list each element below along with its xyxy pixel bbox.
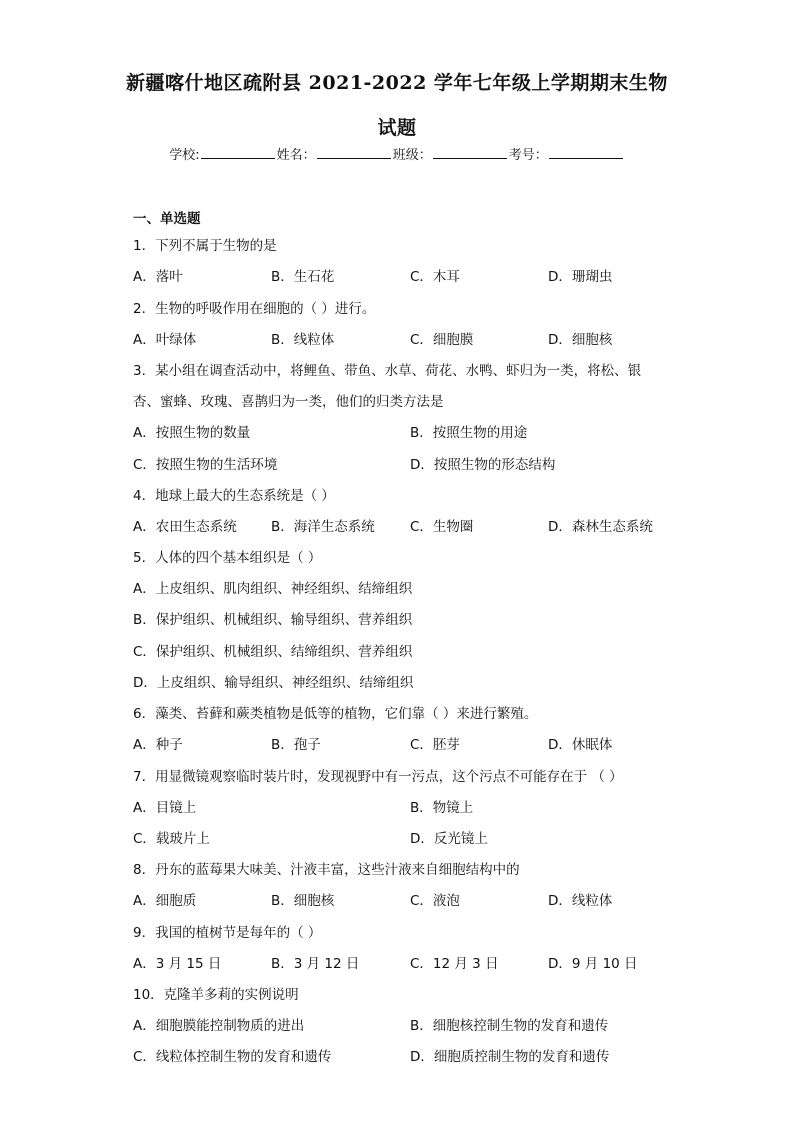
question-2-option-b: B．线粒体	[271, 332, 335, 348]
question-4-option-b: B．海洋生态系统	[271, 519, 375, 535]
name-label: 姓名：	[276, 148, 316, 163]
question-6-option-c: C．胚芽	[410, 737, 460, 753]
question-3-option-c: C．按照生物的生活环境	[133, 457, 278, 473]
question-8-option-a: A．细胞质	[133, 893, 197, 909]
question-2-option-a: A．叶绿体	[133, 332, 197, 348]
question-9-stem: 9．我国的植树节是每年的（ ）	[133, 925, 322, 941]
question-1-option-d: D．珊瑚虫	[548, 269, 613, 285]
question-9-option-b: B．3 月 12 日	[271, 956, 360, 972]
question-4-option-d: D．森林生态系统	[548, 519, 653, 535]
question-10-option-c: C．线粒体控制生物的发育和遗传	[133, 1049, 332, 1065]
section-heading: 一、单选题	[133, 211, 201, 227]
question-4-option-a: A．农田生态系统	[133, 519, 237, 535]
question-5-stem: 5．人体的四个基本组织是（ ）	[133, 550, 322, 566]
student-info-line	[0, 144, 794, 163]
question-2-stem: 2．生物的呼吸作用在细胞的（ ）进行。	[133, 301, 376, 317]
question-7-option-b: B．物镜上	[410, 800, 474, 816]
question-5-option-d: D．上皮组织、输导组织、神经组织、结缔组织	[133, 675, 414, 691]
question-10-stem: 10．克隆羊多莉的实例说明	[133, 987, 299, 1003]
school-blank[interactable]	[201, 146, 275, 159]
question-3-option-a: A．按照生物的数量	[133, 425, 251, 441]
question-2-option-c: C．细胞膜	[410, 332, 474, 348]
question-1-option-b: B．生石花	[271, 269, 335, 285]
question-10-option-b: B．细胞核控制生物的发育和遗传	[410, 1018, 609, 1034]
question-3-option-d: D．按照生物的形态结构	[410, 457, 556, 473]
question-4-option-c: C．生物圈	[410, 519, 474, 535]
question-2-option-d: D．细胞核	[548, 332, 613, 348]
question-8-option-d: D．线粒体	[548, 893, 613, 909]
question-9-option-d: D．9 月 10 日	[548, 956, 638, 972]
question-10-option-d: D．细胞质控制生物的发育和遗传	[410, 1049, 610, 1065]
name-blank[interactable]	[317, 146, 391, 159]
question-3-option-b: B．按照生物的用途	[410, 425, 528, 441]
exam-title-line1: 新疆喀什地区疏附县 2021-2022 学年七年级上学期期末生物	[126, 72, 668, 94]
question-1-option-a: A．落叶	[133, 269, 183, 285]
question-1-stem: 1．下列不属于生物的是	[133, 238, 277, 254]
question-1-option-c: C．木耳	[410, 269, 460, 285]
class-label: 班级：	[392, 148, 432, 163]
question-7-option-d: D．反光镜上	[410, 831, 488, 847]
exam-title-line2: 试题	[377, 117, 417, 139]
question-8-stem: 8．丹东的蓝莓果大味美、汁液丰富，这些汁液来自细胞结构中的	[133, 862, 520, 878]
question-5-option-b: B．保护组织、机械组织、输导组织、营养组织	[133, 612, 413, 628]
question-9-option-c: C．12 月 3 日	[410, 956, 499, 972]
question-10-option-a: A．细胞膜能控制物质的进出	[133, 1018, 305, 1034]
question-5-option-c: C．保护组织、机械组织、结缔组织、营养组织	[133, 644, 413, 660]
question-6-option-a: A．种子	[133, 737, 183, 753]
question-6-option-d: D．休眠体	[548, 737, 613, 753]
question-7-option-a: A．目镜上	[133, 800, 197, 816]
question-8-option-b: B．细胞核	[271, 893, 335, 909]
question-3-stem-continued: 杏、蜜蜂、玫瑰、喜鹊归为一类，他们的归类方法是	[133, 394, 444, 410]
question-7-option-c: C．载玻片上	[133, 831, 210, 847]
question-5-option-a: A．上皮组织、肌肉组织、神经组织、结缔组织	[133, 581, 413, 597]
exam-no-blank[interactable]	[549, 146, 623, 159]
question-9-option-a: A．3 月 15 日	[133, 956, 222, 972]
school-label: 学校:	[169, 148, 200, 163]
question-6-option-b: B．孢子	[271, 737, 321, 753]
class-blank[interactable]	[433, 146, 507, 159]
question-6-stem: 6．藻类、苔藓和蕨类植物是低等的植物，它们靠（ ）来进行繁殖。	[133, 706, 538, 722]
question-4-stem: 4．地球上最大的生态系统是（ ）	[133, 488, 335, 504]
question-3-stem: 3．某小组在调查活动中，将鲤鱼、带鱼、水草、荷花、水鸭、虾归为一类，将松、银	[133, 363, 642, 379]
exam-no-label: 考号：	[508, 148, 548, 163]
question-7-stem: 7．用显微镜观察临时装片时，发现视野中有一污点，这个污点不可能存在于 （ ）	[133, 769, 623, 785]
question-8-option-c: C．液泡	[410, 893, 460, 909]
